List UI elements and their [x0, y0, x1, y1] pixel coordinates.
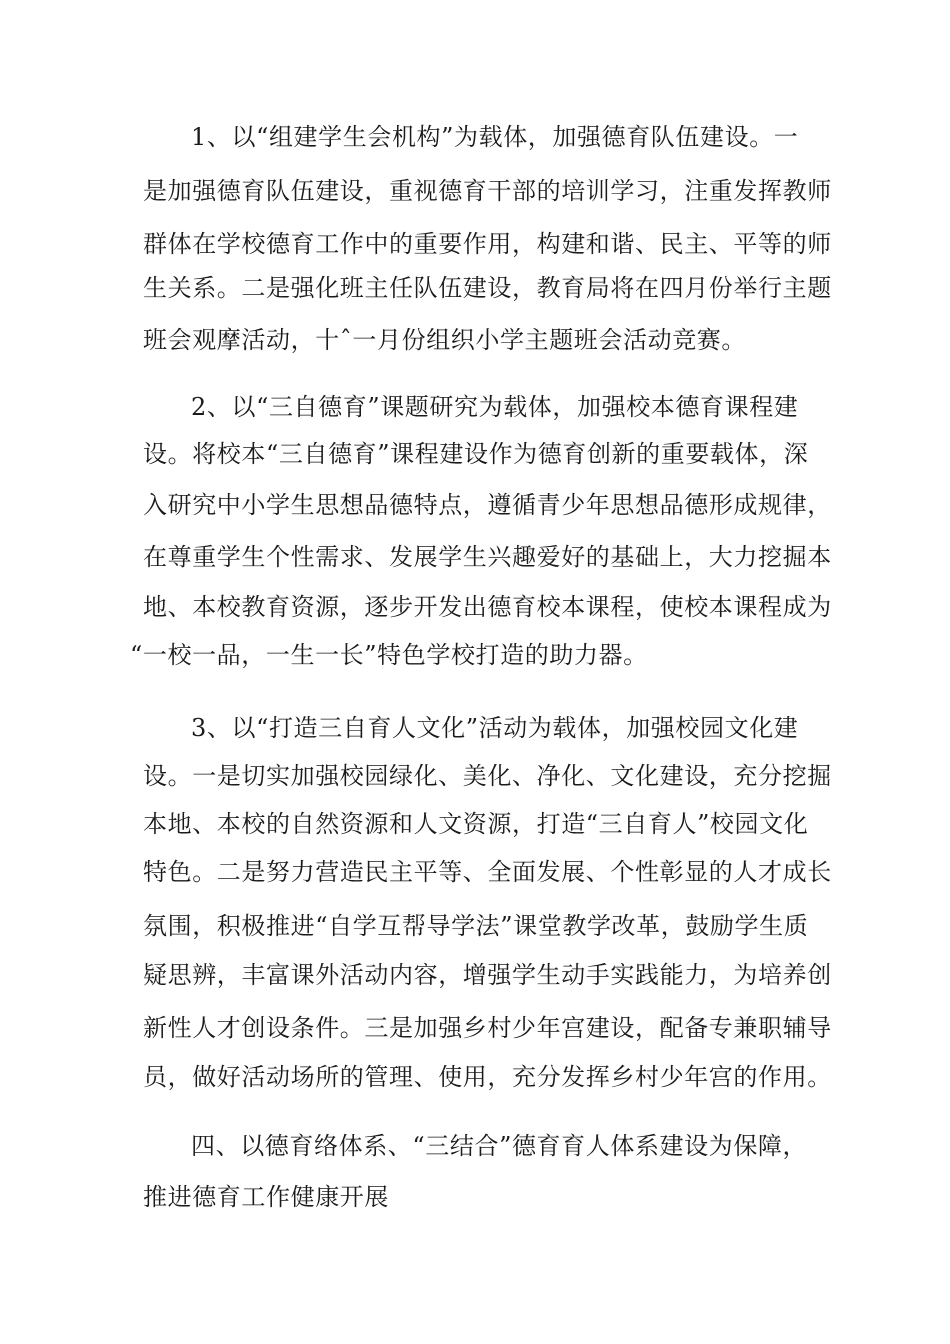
- text-line: 3、以“打造三自育人文化”活动为载体，加强校园文化建: [191, 714, 799, 742]
- text-line: 地、本校教育资源，逐步开发出德育校本课程，使校本课程成为: [143, 593, 832, 621]
- text-line: 在尊重学生个性需求、发展学生兴趣爱好的基础上，大力挖掘本: [143, 543, 832, 571]
- text-line: 氛围，积极推进“自学互帮导学法”课堂教学改革，鼓励学生质: [143, 912, 809, 940]
- text-line: 本地、本校的自然资源和人文资源，打造“三自育人”校园文化: [143, 810, 809, 838]
- text-line: 2、以“三自德育”课题研究为载体，加强校本德育课程建: [191, 393, 799, 421]
- text-line: 新性人才创设条件。三是加强乡村少年宫建设，配备专兼职辅导: [143, 1014, 832, 1042]
- text-line: “一校一品，一生一长”特色学校打造的助力器。: [130, 641, 648, 669]
- text-line: 班会观摩活动，十ˆ一月份组织小学主题班会活动竞赛。: [143, 326, 746, 354]
- text-line: 四、以德育络体系、“三结合”德育育人体系建设为保障，: [191, 1132, 808, 1160]
- text-line: 入研究中小学生思想品德特点，遵循青少年思想品德形成规律，: [143, 491, 832, 519]
- text-line: 1、以“组建学生会机构”为载体，加强德育队伍建设。一: [191, 123, 799, 151]
- text-line: 生关系。二是强化班主任队伍建设，教育局将在四月份举行主题: [143, 274, 832, 302]
- text-line: 群体在学校德育工作中的重要作用，构建和谐、民主、平等的师: [143, 230, 832, 258]
- text-line: 设。将校本“三自德育”课程建设作为德育创新的重要载体，深: [143, 440, 809, 468]
- text-line: 是加强德育队伍建设，重视德育干部的培训学习，注重发挥教师: [143, 177, 832, 205]
- text-line: 疑思辨，丰富课外活动内容，增强学生动手实践能力，为培养创: [143, 961, 832, 989]
- text-line: 推进德育工作健康开展: [143, 1183, 389, 1211]
- text-line: 设。一是切实加强校园绿化、美化、净化、文化建设，充分挖掘: [143, 762, 832, 790]
- text-line: 员，做好活动场所的管理、使用，充分发挥乡村少年宫的作用。: [143, 1063, 832, 1091]
- text-line: 特色。二是努力营造民主平等、全面发展、个性彰显的人才成长: [143, 858, 832, 886]
